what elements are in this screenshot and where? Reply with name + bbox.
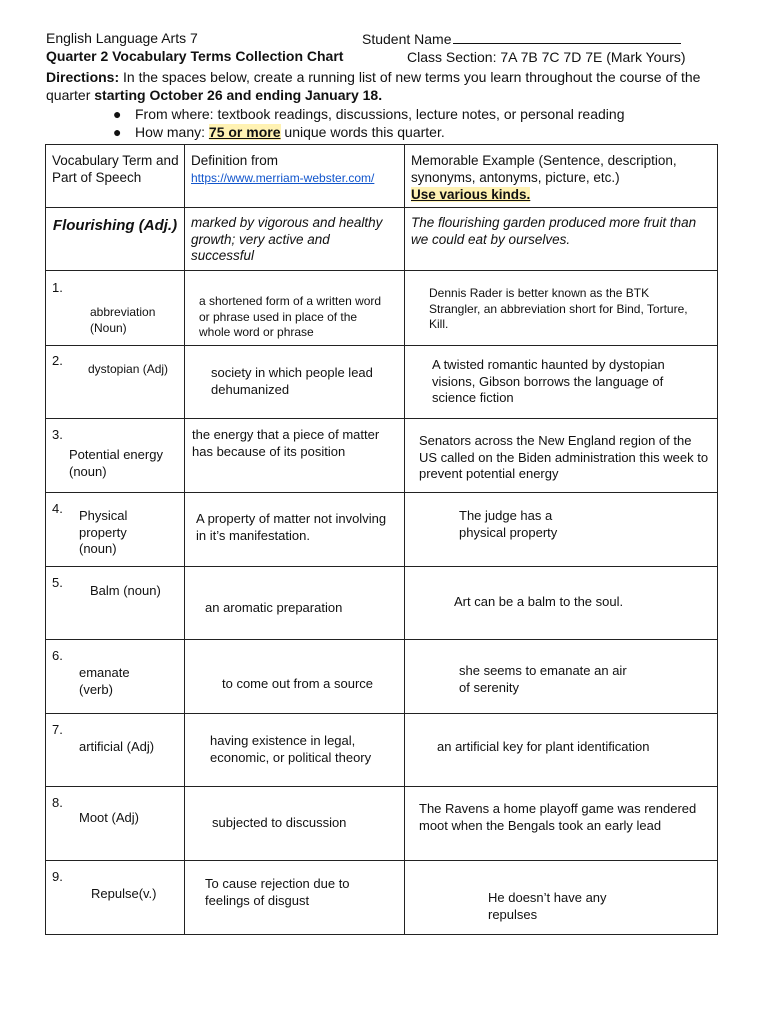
term-cell[interactable]: 3. Potential energy (noun) xyxy=(46,419,185,493)
header-term: Vocabulary Term and Part of Speech xyxy=(46,145,185,208)
directions-dates: starting October 26 and ending January 18. xyxy=(94,87,383,103)
table-row xyxy=(46,493,718,567)
term-cell[interactable]: 1. abbreviation (Noun) xyxy=(46,271,185,346)
definition-cell[interactable]: To cause rejection due to feelings of disgust xyxy=(185,861,405,935)
term-cell[interactable]: 5. Balm (noun) xyxy=(46,567,185,640)
page-title: Quarter 2 Vocabulary Terms Collection Chart xyxy=(46,48,344,64)
term-cell[interactable]: 9. Repulse(v.) xyxy=(46,861,185,935)
definition-cell[interactable]: a shortened form of a written word or phrase used in place of the whole word or phrase xyxy=(185,271,405,346)
example-cell[interactable]: The Ravens a home playoff game was rendered moot when the Bengals took an early lead xyxy=(405,787,718,861)
table-row xyxy=(46,787,718,861)
definition-cell[interactable]: society in which people lead dehumanized xyxy=(185,346,405,419)
use-various-kinds: Use various kinds. xyxy=(411,187,531,202)
definition-cell[interactable]: having existence in legal, economic, or political theory xyxy=(185,714,405,787)
directions-text: In the spaces below, create a running list of new terms you learn throughout the course of the quarter xyxy=(46,69,701,103)
table-row xyxy=(46,346,718,419)
highlight-count: 75 or more xyxy=(208,124,281,140)
example-cell[interactable]: she seems to emanate an air of serenity xyxy=(405,640,718,714)
example-cell[interactable]: He doesn’t have any repulses xyxy=(405,861,718,935)
course-title: English Language Arts 7 xyxy=(46,30,198,46)
example-cell[interactable]: Dennis Rader is better known as the BTK Strangler, an abbreviation short for Bind, Torture, Kill. xyxy=(405,271,718,346)
student-name-blank[interactable] xyxy=(453,30,681,44)
table-row xyxy=(46,419,718,493)
example-cell[interactable]: an artificial key for plant identification xyxy=(405,714,718,787)
definition-cell[interactable]: an aromatic preparation xyxy=(185,567,405,640)
term-cell[interactable]: 4. Physical property (noun) xyxy=(46,493,185,567)
bullet-how-many: ● How many: 75 or more unique words this quarter. xyxy=(113,124,445,140)
vocab-table xyxy=(45,144,718,935)
term-cell[interactable]: 8. Moot (Adj) xyxy=(46,787,185,861)
bullet-from-where: ● From where: textbook readings, discussions, lecture notes, or personal reading xyxy=(113,106,625,122)
student-name-label: Student Name xyxy=(362,31,452,47)
merriam-webster-link[interactable]: https://www.merriam-webster.com/ xyxy=(191,171,375,185)
term-cell[interactable]: 2. dystopian (Adj) xyxy=(46,346,185,419)
term-cell[interactable]: 7. artificial (Adj) xyxy=(46,714,185,787)
example-term-cell: Flourishing (Adj.) xyxy=(46,208,185,271)
table-row xyxy=(46,714,718,787)
bullet-dot-icon: ● xyxy=(113,106,122,122)
example-row xyxy=(46,208,718,271)
class-section: Class Section: 7A 7B 7C 7D 7E (Mark Yours) xyxy=(407,49,686,65)
definition-cell[interactable]: to come out from a source xyxy=(185,640,405,714)
bullet-dot-icon: ● xyxy=(113,124,122,140)
table-header-row xyxy=(46,145,718,208)
example-cell[interactable]: A twisted romantic haunted by dystopian visions, Gibson borrows the language of science fiction xyxy=(405,346,718,419)
example-example-cell: The flourishing garden produced more fruit than we could eat by ourselves. xyxy=(405,208,718,271)
table-row xyxy=(46,861,718,935)
directions-label: Directions: xyxy=(46,69,120,85)
definition-cell[interactable]: the energy that a piece of matter has because of its position xyxy=(185,419,405,493)
student-name-field[interactable] xyxy=(362,30,681,47)
example-cell[interactable]: The judge has a physical property xyxy=(405,493,718,567)
header-example: Memorable Example (Sentence, description, synonyms, antonyms, picture, etc.) Use various kinds. xyxy=(405,145,718,208)
example-cell[interactable]: Senators across the New England region of the US called on the Biden administration this week to prevent potential energy xyxy=(405,419,718,493)
example-cell[interactable]: Art can be a balm to the soul. xyxy=(405,567,718,640)
example-definition-cell: marked by vigorous and healthy growth; very active and successful xyxy=(185,208,405,271)
header-definition: Definition from https://www.merriam-webster.com/ xyxy=(185,145,405,208)
definition-cell[interactable]: A property of matter not involving in it’s manifestation. xyxy=(185,493,405,567)
directions xyxy=(46,68,726,104)
table-row xyxy=(46,567,718,640)
term-cell[interactable]: 6. emanate (verb) xyxy=(46,640,185,714)
definition-cell[interactable]: subjected to discussion xyxy=(185,787,405,861)
table-row xyxy=(46,640,718,714)
table-row xyxy=(46,271,718,346)
